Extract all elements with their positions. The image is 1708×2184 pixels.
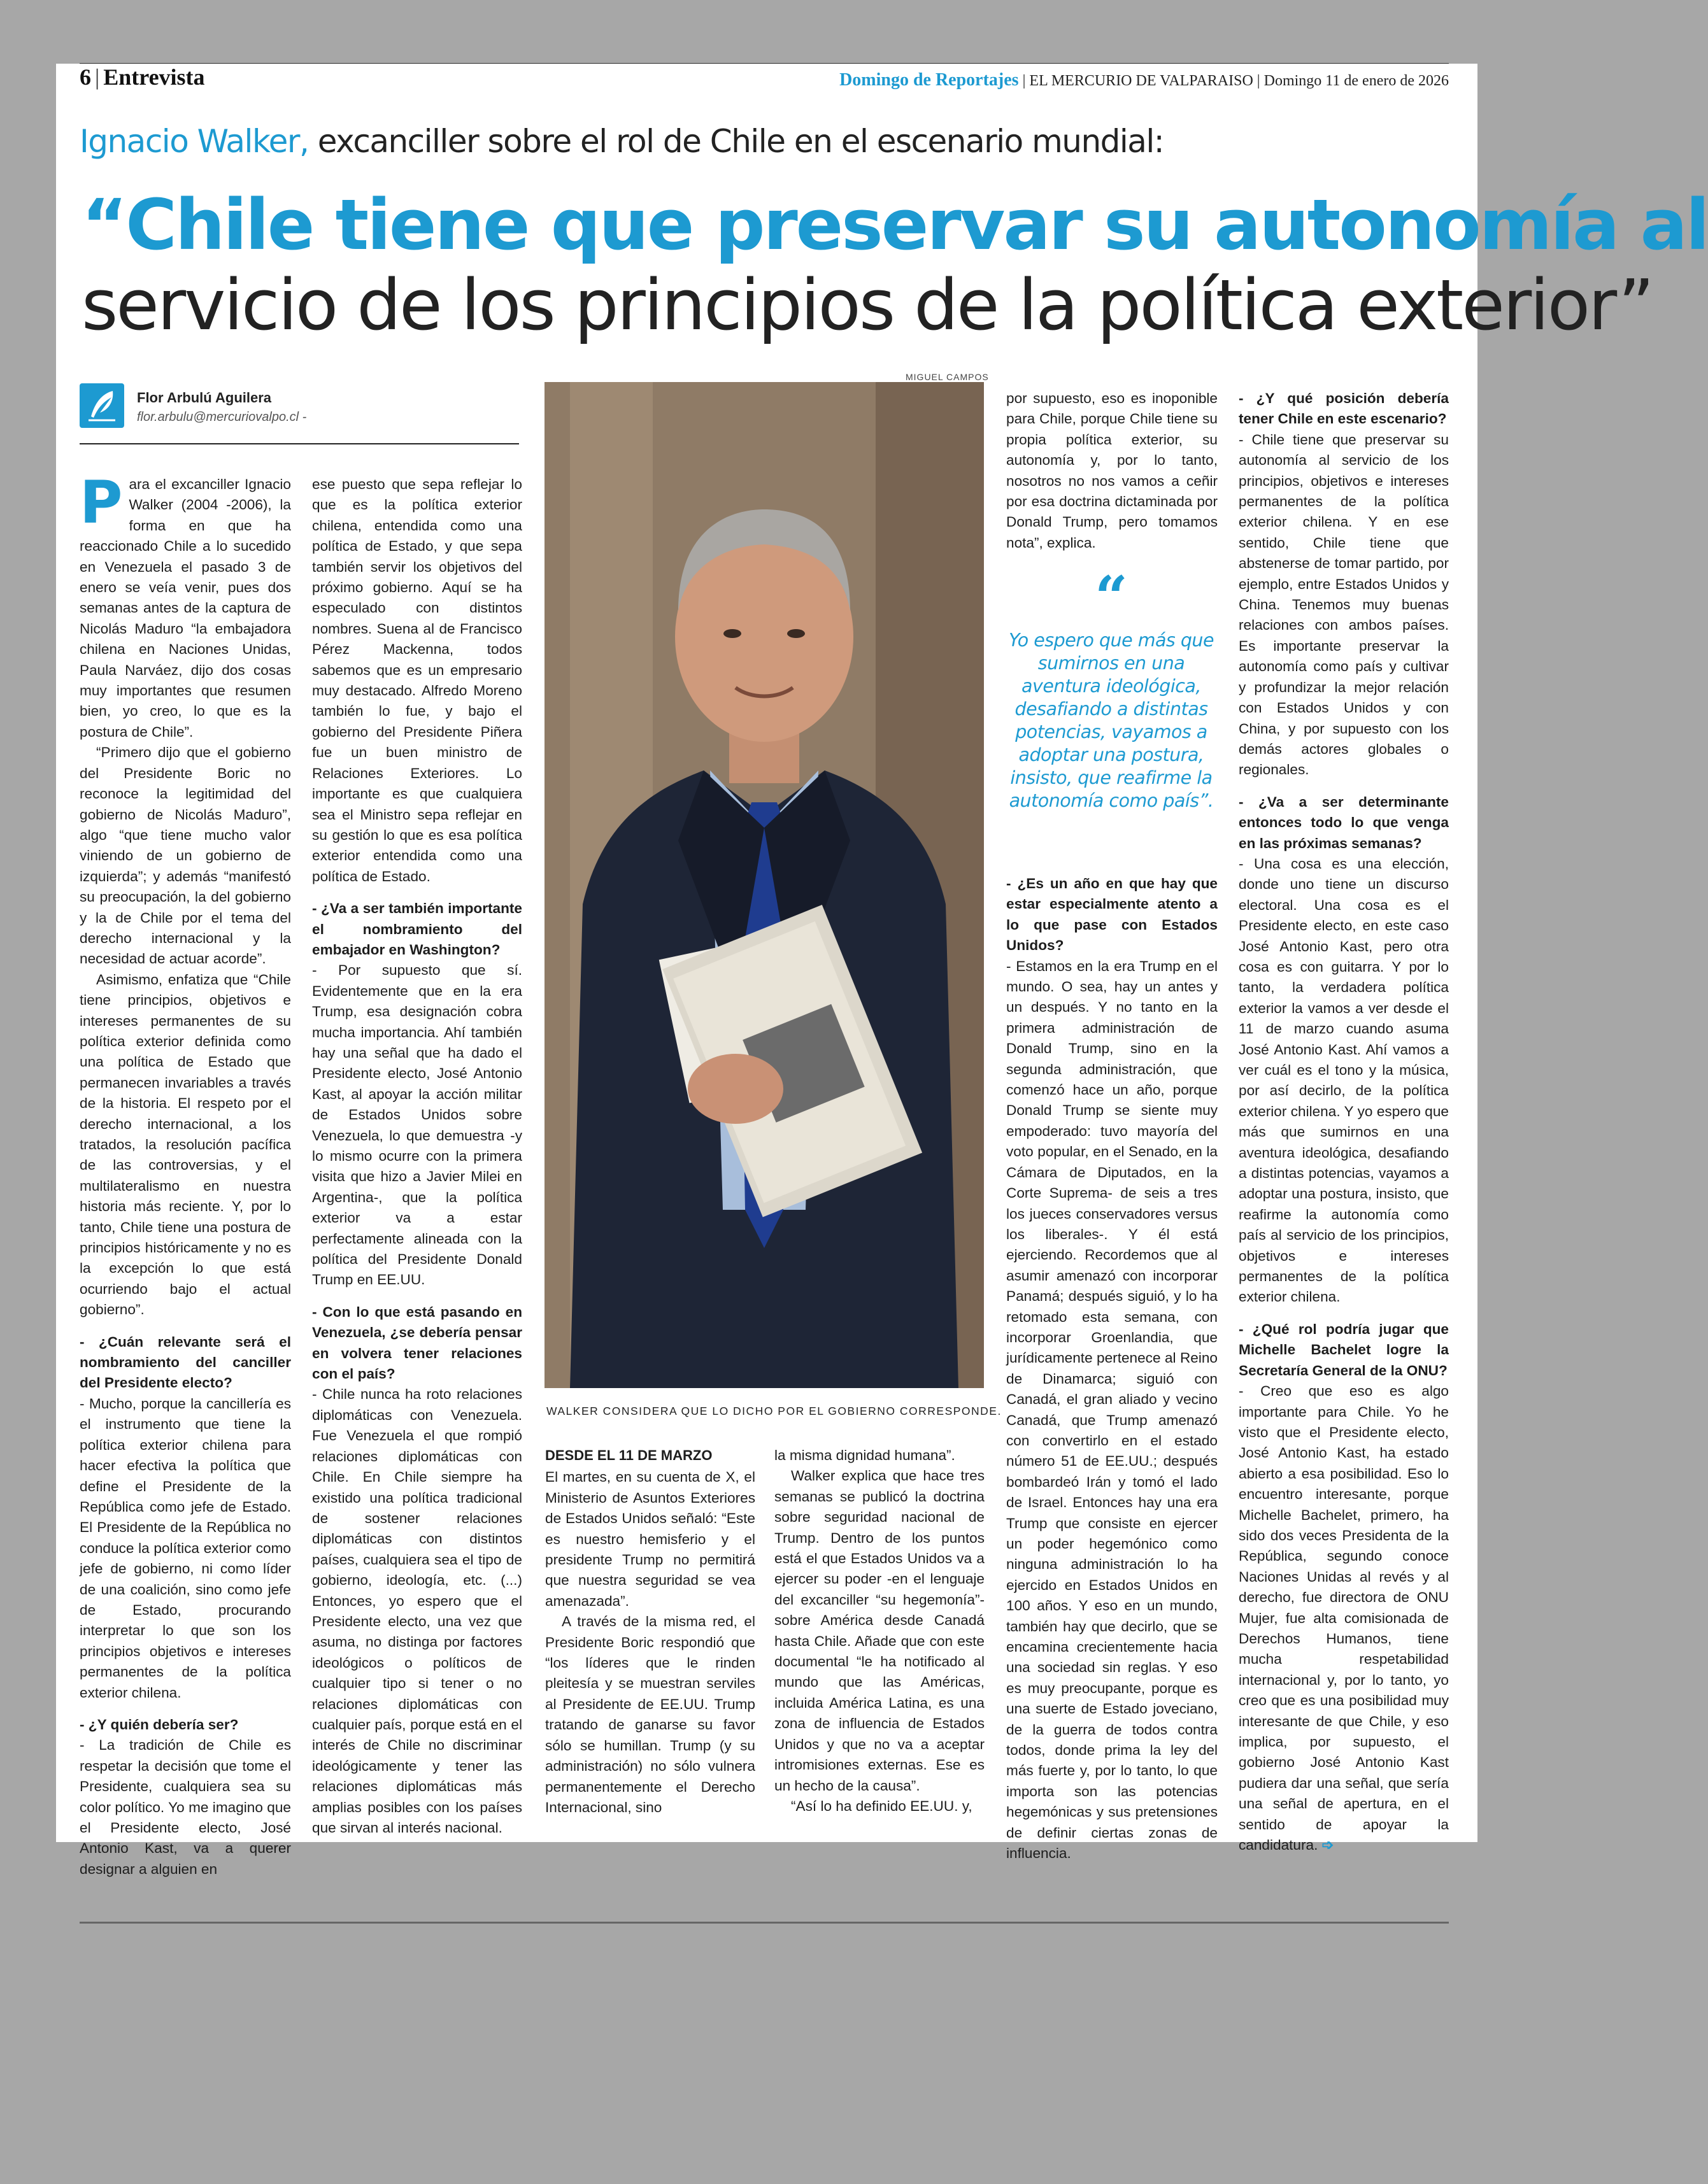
answer: - Una cosa es una elección, donde uno tiene un discurso electoral. Una cosa es el Presidente electo, en este caso José Antonio Kast, pero otra cosa es con guitarra. Y por lo tanto, la verdadera política exterior la vamos a ver desde el 11 de marzo cuando asuma José Antonio Kast. Ahí vamos a ver cuál es el tono y la música, por así decirlo, de la política exterior chilena. Y yo espero que más que sumirnos en una aventura ideológica, desafiando a distintas potencias, vayamos a adoptar una postura, insisto, que reafirme la autonomía como país al servicio de los principios, objetivos e intereses permanentes de la política exterior chilena. (1239, 855, 1449, 1305)
subheading: DESDE EL 11 DE MARZO (545, 1447, 713, 1463)
issue-date: Domingo 11 de enero de 2026 (1263, 73, 1449, 89)
pull-quote (1006, 564, 1216, 812)
paragraph: “Así lo ha definido EE.UU. y, (791, 1798, 972, 1814)
question: - ¿Cuán relevante será el nombramiento del canciller del Presidente electo? (80, 1333, 291, 1391)
supplement-brand: Domingo de Reportajes (839, 70, 1019, 90)
newspaper-name: EL MERCURIO DE VALPARAISO (1029, 73, 1253, 89)
answer: - Chile tiene que preservar su autonomía al servicio de los principios, objetivos e intereses permanentes de la política exterior chilena. Y en ese sentido, Chile tiene que abstenerse de tomar partido, por ejemplo, entre Estados Unidos y China. Tenemos muy buenas relaciones con ambos países. Es importante preservar la autonomía como país y cultivar y profundizar la mejor relación con Estados Unidos y con China, y por supuesto con los demás actores globales o regionales. (1239, 431, 1449, 778)
dropcap: P (80, 469, 123, 537)
question: - ¿Es un año en que hay que estar especialmente atento a lo que pase con Estados Unidos? (1006, 876, 1218, 954)
headline-line-1: “Chile tiene que preservar su autonomía al (82, 184, 1708, 266)
publication-info: Domingo de Reportajes | EL MERCURIO DE VALPARAISO | Domingo 11 de enero de 2026 (839, 70, 1449, 90)
section-name: Entrevista (103, 64, 205, 90)
article-column-5 (1006, 388, 1218, 553)
paragraph: Asimismo, enfatiza que “Chile tiene principios, objetivos e intereses permanentes de su política exterior definida como una política de Estado que permanecen invariables a través de la historia. El respeto por el derecho internacional, a los tratados, la resolución pacífica de las controversias, y el multilateralismo en nuestra historia más reciente. Y, por lo tanto, Chile tiene una postura de principios históricamente y no es la excepción lo que está ocurriendo bajo el actual gobierno”. (80, 971, 291, 1318)
question: - ¿Qué rol podría jugar que Michelle Bachelet logre la Secretaría General de la ONU? (1239, 1321, 1449, 1379)
kicker-name: Ignacio Walker, (80, 123, 309, 160)
bottom-rule (80, 1922, 1449, 1924)
answer: - Chile nunca ha roto relaciones diplomáticas con Venezuela. Fue Venezuela el que rompió relaciones diplomáticas con Chile. En Chile siempre ha existido una política tradicional de sostener relaciones diplomáticas con distintos países, cualquiera sea el tipo de gobierno, ideología, etc. (...) Entonces, yo espero que el Presidente electo, una vez que asuma, no distinga por factores ideológicos o políticos de cualquier tipo si tener o no relaciones diplomáticas con cualquier país, porque está en el interés de Chile no discriminar ideológicamente y tener las relaciones diplomáticas más amplias posibles con los países que sirvan al interés nacional. (312, 1386, 522, 1836)
article-column-1 (80, 469, 291, 1880)
paragraph: Walker explica que hace tres semanas se publicó la doctrina sobre seguridad nacional de Trump. Dentro de los puntos está el que Estados Unidos va a ejercer su poder -en el lenguaje del excanciller “su hegemonía”- sobre América desde Canadá hasta Chile. Añade que con este documental “le ha notificado al mundo que las Américas, incluida América Latina, es una zona de influencia de Estados Unidos y que no va a aceptar intromisiones externas. Ese es un hecho de la causa”. (774, 1468, 985, 1794)
author-byline (80, 381, 519, 444)
paragraph: Para el excanciller Ignacio Walker (2004 -2006), la forma en que ha reaccionado Chile a lo sucedido en Venezuela el pasado 3 de enero se veía venir, pues dos semanas antes de la captura de Nicolás Maduro “la embajadora chilena en Naciones Unidas, Paula Narváez, dijo dos cosas muy importantes que resumen bien, yo creo, lo que es la postura de Chile”. (80, 469, 291, 740)
answer: - Creo que eso es algo importante para Chile. Yo he visto que el Presidente electo, José Antonio Kast, ha estado abierto a esa posibilidad. Eso lo encuentro interesante, porque Michelle Bachelet, primero, ha sido dos veces Presidenta de la República, segundo conoce Naciones Unidas al revés y al derecho, fue directora de ONU Mujer, fue alta comisionada de Derechos Humanos, tiene mucha respetabilidad internacional y, por lo tanto, yo creo que es una posibilidad muy interesante de que Chile, y eso implica, por supuesto, el gobierno José Antonio Kast pudiera dar una señal, que sería una señal de apertura, en el sentido de apoyar la candidatura. ➩ (1239, 1383, 1449, 1854)
answer: - La tradición de Chile es respetar la decisión que tome el Presidente, cualquiera sea su color político. Yo me imagino que el Presidente electo, José Antonio Kast, va a querer designar a alguien en (80, 1737, 291, 1877)
photo-caption: WALKER CONSIDERA QUE LO DICHO POR EL GOBIERNO CORRESPONDE. (546, 1405, 1002, 1417)
paragraph: “Primero dijo que el gobierno del Presidente Boric no reconoce la legitimidad del gobierno de Nicolás Maduro”, algo “que tiene mucho valor viniendo de un gobierno de izquierda”; y además “manifestó su preocupación, la del gobierno y la de Chile por el tema del derecho internacional y la necesidad de actuar acorde”. (80, 744, 291, 967)
quote-mark-icon: “ (1095, 564, 1128, 631)
pull-quote-text: Yo espero que más que sumirnos en una aventura ideológica, desafiando a distintas potencias, vayamos a adoptar una postura, insisto, que reafirme la autonomía como país”. (1008, 630, 1214, 811)
paragraph: ese puesto que sepa reflejar lo que es la política exterior chilena, entendida como una política de Estado, y que sepa también servir los objetivos del próximo gobierno. Aquí se ha especulado con distintos nombres. Suena al de Francisco Pérez Mackenna, todos sabemos que es un empresario muy destacado. Alfredo Moreno también lo fue, y bajo el gobierno del Presidente Piñera fue un buen ministro de Relaciones Exteriores. Lo importante es que cualquiera sea el Ministro sepa reflejar en su gestión lo que es esa política exterior entendida como una política de Estado. (312, 476, 522, 884)
question: - ¿Y quién debería ser? (80, 1716, 239, 1733)
portrait-illustration (544, 382, 984, 1388)
question: - ¿Va a ser también importante el nombramiento del embajador en Washington? (312, 900, 522, 958)
quill-icon (80, 383, 124, 428)
article-column-2 (312, 474, 522, 1838)
paragraph: A través de la misma red, el Presidente Boric respondió que “los líderes que le rinden pleitesía y se muestran serviles al Presidente de EE.UU. Trump tratando de ganarse su favor sólo se humillan. Trump (y su administración) no sólo vulnera permanentemente el Derecho Internacional, sino (545, 1613, 755, 1815)
kicker (80, 123, 1164, 160)
section-label: 6 | Entrevista (80, 64, 205, 90)
question: - ¿Y qué posición debería tener Chile en este escenario? (1239, 390, 1449, 427)
article-column-6 (1239, 388, 1449, 1855)
page-header (80, 62, 1449, 94)
article-column-3 (545, 1445, 755, 1818)
paragraph: El martes, en su cuenta de X, el Ministerio de Asuntos Exteriores de Estados Unidos señaló: “Este es nuestro hemisferio y el presidente Trump no permitirá que nuestra seguridad se vea amenazada”. (545, 1469, 755, 1609)
headline-line-2: servicio de los principios de la política exterior” (82, 264, 1653, 346)
paragraph: la misma dignidad humana”. (774, 1447, 955, 1463)
photo-credit: MIGUEL CAMPOS (906, 372, 989, 382)
paragraph: por supuesto, eso es inoponible para Chile, porque Chile tiene su propia política exterior, su autonomía y, por lo tanto, nosotros no nos vamos a ceñir por esa doctrina dictaminada por Donald Trump, pero tomamos nota”, explica. (1006, 390, 1218, 551)
continue-arrow-icon: ➩ (1321, 1837, 1334, 1854)
author-name: Flor Arbulú Aguilera (137, 390, 272, 406)
answer: - Mucho, porque la cancillería es el instrumento que tiene la política exterior chilena para hacer efectiva la política que define el Presidente de la República como jefe de Estado. El Presidente de la República no conduce la política exterior como jefe de gobierno, ni como líder de una coalición, sino como jefe de Estado, procurando interpretar lo que son los principios objetivos e intereses permanentes de la política exterior chilena. (80, 1395, 291, 1701)
question: - ¿Va a ser determinante entonces todo lo que venga en las próximas semanas? (1239, 793, 1449, 851)
answer: - Por supuesto que sí. Evidentemente que en la era Trump, esa designación cobra mucha importancia. Ahí también hay una señal que ha dado el Presidente electo, José Antonio Kast, al apoyar la acción militar de Estados Unidos sobre Venezuela, lo que demuestra -y lo mismo ocurre con la primera visita que hizo a Javier Milei en Argentina-, que la política exterior va a estar perfectamente alineada con la política del Presidente Donald Trump en EE.UU. (312, 962, 522, 1288)
question: - Con lo que está pasando en Venezuela, ¿se debería pensar en volvera tener relaciones con el país? (312, 1303, 522, 1382)
article-column-5-continued (1006, 874, 1218, 1864)
headline (82, 184, 1708, 346)
article-column-4 (774, 1445, 985, 1817)
portrait-photo (544, 382, 984, 1388)
author-email[interactable]: flor.arbulu@mercuriovalpo.cl - (137, 410, 307, 424)
page-number: 6 (80, 64, 91, 90)
kicker-text: excanciller sobre el rol de Chile en el escenario mundial: (317, 123, 1164, 160)
answer: - Estamos en la era Trump en el mundo. O sea, hay un antes y un después. Y no tanto en la primera administración de Donald Trump, sino en la segunda administración, que comenzó hace un año, porque Donald Trump se siente muy empoderado: tuvo mayoría del voto popular, en el Senado, en la Cámara de Diputados, en la Corte Suprema- de seis a tres los jueces conservadores versus los liberales-. Y él está ejerciendo. Recordemos que al asumir amenazó con incorporar Panamá; después siguió, y lo ha retomado esta semana, con incorporar Groenlandia, que jurídicamente pertenece al Reino de Dinamarca; siguió con Canadá, el gran aliado y vecino Canadá, que Trump amenazó con convertirlo en el estado número 51 de EE.UU.; después bombardeó Irán y tomó el lado de Israel. Entonces hay una era Trump que consiste en ejercer un poder hegemónico como ninguna administración lo ha ejercido en Estados Unidos en 100 años. Y eso en un mundo, también hay que decirlo, que se encamina crecientemente hacia una sociedad sin reglas. Y eso es muy preocupante, porque es una suerte de Estado joveciano, de la guerra de todos contra todos, donde prima la ley del más fuerte y, por lo tanto, lo que importa son las potencias hegemónicas y sus pretensiones de definir ciertas zonas de influencia. (1006, 958, 1218, 1862)
